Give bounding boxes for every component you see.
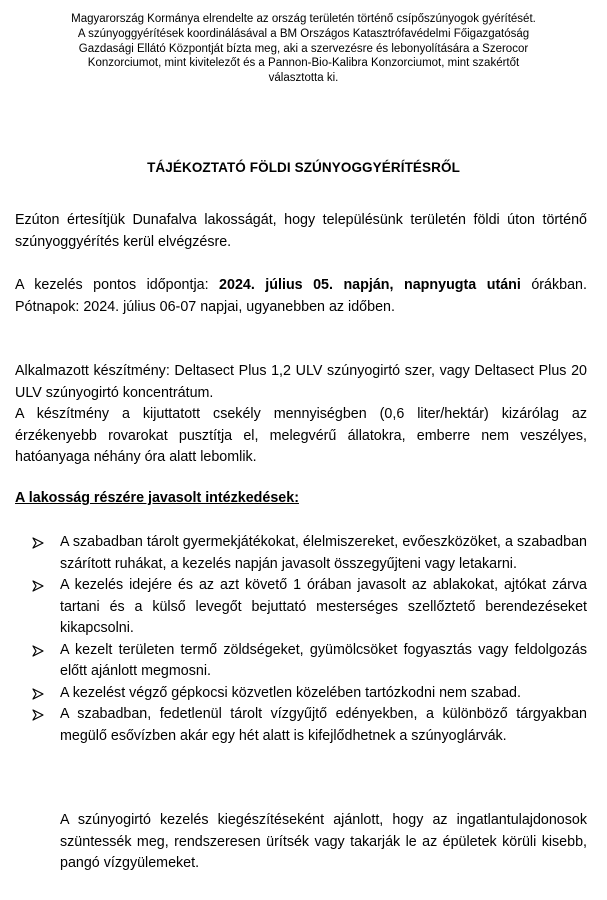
measures-list	[32, 532, 587, 747]
product-paragraph	[15, 361, 587, 469]
announcement-paragraph: Ezúton értesítjük Dunafalva lakosságát, hogy településünk területén földi úton történő szúnyoggyérítés kerül elvégzésre.	[15, 212, 587, 250]
product-sentence: A készítmény a kijuttatott csekély mennyiségben (0,6 liter/hektár) kizárólag az érzékenyebb rovarokat pusztítja el, melegvérű állatokra, emberre nem veszélyes, hatóanyaga néhány óra alatt lebomlik.	[15, 406, 587, 465]
timing-paragraph	[15, 275, 587, 318]
timing-date: 2024. július 05. napján, napnyugta utáni	[219, 277, 521, 293]
arrow-bullet-icon	[32, 580, 44, 592]
measure-text: A szabadban tárolt gyermekjátékokat, élelmiszereket, evőeszközöket, a szabadban szárított ruhákat, a kezelés napján javasolt összegyűjteni vagy letakarni.	[60, 534, 587, 572]
intro-paragraph	[40, 12, 567, 86]
timing-suffix: órákban. Pótnapok: 2024. július 06-07 napjai, ugyanebben az időben.	[15, 277, 587, 315]
measure-text: A kezelt területen termő zöldségeket, gyümölcsöket fogyasztás vagy feldolgozás előtt ajánlott megmosni.	[60, 641, 587, 679]
measure-text: A szabadban, fedetlenül tárolt vízgyűjtő edényekben, a különböző tárgyakban megülő esővízben akár egy hét alatt is kifejlődhetnek a szúnyoglárvák.	[60, 706, 587, 744]
arrow-bullet-icon	[32, 688, 44, 700]
measure-item	[32, 683, 587, 705]
measure-text: A kezelés idejére és az azt követő 1 órában javasolt az ablakokat, ajtókat zárva tartani és a külső levegőt bejuttató mesterséges szellőztető berendezéseket kikapcsolni.	[60, 577, 587, 636]
intro-line: Gazdasági Ellátó Központját bízta meg, aki a szervezésre és lebonyolítására a Szerocor	[78, 42, 529, 55]
measure-item	[32, 575, 587, 640]
measure-item	[32, 704, 587, 747]
arrow-bullet-icon	[32, 645, 44, 657]
intro-line: választotta ki.	[268, 72, 339, 85]
measures-heading: A lakosság részére javasolt intézkedések:	[15, 490, 299, 506]
document-title: TÁJÉKOZTATÓ FÖLDI SZÚNYOGGYÉRÍTÉSRŐL	[147, 160, 460, 175]
timing-prefix: A kezelés pontos időpontja:	[15, 277, 220, 293]
intro-line: Magyarország Kormánya elrendelte az ország területén történő csípőszúnyogok gyérítését.	[71, 13, 536, 25]
measure-item	[32, 640, 587, 683]
measure-text: A kezelést végző gépkocsi közvetlen közelében tartózkodni nem szabad.	[60, 684, 521, 701]
closing-paragraph: A szúnyogirtó kezelés kiegészítéseként ajánlott, hogy az ingatlantulajdonosok szüntessék meg, rendszeresen ürítsék vagy takarják le az épületek körüli kisebb, pangó vízgyülemeket.	[60, 812, 587, 871]
intro-line: A szúnyoggyérítések koordinálásával a BM Országos Katasztrófavédelmi Főigazgatóság	[77, 27, 530, 40]
product-sentence: Alkalmazott készítmény: Deltasect Plus 1,2 ULV szúnyogirtó szer, vagy Deltasect Plus 20 ULV szúnyogirtó koncentrátum.	[15, 363, 587, 401]
intro-line: Konzorciumot, mint kivitelezőt és a Pannon-Bio-Kalibra Konzorciumot, mint szakértőt	[87, 57, 520, 70]
arrow-bullet-icon	[32, 537, 44, 549]
arrow-bullet-icon	[32, 709, 44, 721]
measure-item	[32, 532, 587, 575]
